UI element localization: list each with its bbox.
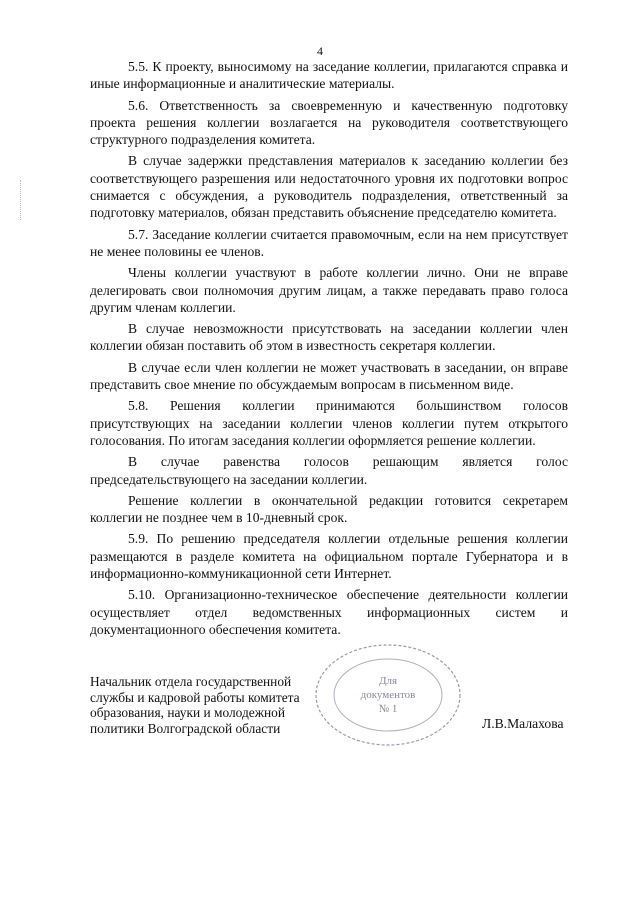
paragraph-5-6: 5.6. Ответственность за своевременную и качественную подготовку проекта решения коллегии возлагается на руководителя соответствующего структурного подразделения комитета.: [90, 97, 568, 148]
paragraph-members-personal: Члены коллегии участвуют в работе коллегии лично. Они не вправе делегировать свои полномочия другим лицам, а также передавать право голоса другим членам коллегии.: [90, 265, 568, 315]
paragraph-5-9: 5.9. По решению председателя коллегии отдельные решения коллегии размещаются в разделе комитета на официальном портале Губернатора и в информационно-коммуникационной сети Интернет.: [90, 531, 568, 582]
paragraph-5-8: 5.8. Решения коллегии принимаются большинством голосов присутствующих на заседании коллегии членов коллегии путем открытого голосования. По итогам заседания коллегии оформляется решение коллегии.: [90, 398, 568, 448]
position-line: службы и кадровой работы комитета: [90, 689, 300, 705]
paragraph-delay: В случае задержки представления материалов к заседанию коллегии без соответствующего разрешения или недостаточного уровня их подготовки вопрос снимается с обсуждения, а руководитель подразделения, ответственный за подготовку материалов, обязан представить объяснение председателю комитета.: [90, 153, 568, 221]
paragraph-final-decision: Решение коллегии в окончательной редакции готовится секретарем коллегии не позднее чем в 10-дневный срок.: [90, 492, 568, 526]
stamp-line-3: № 1: [378, 703, 398, 715]
paragraph-tie-vote: В случае равенства голосов решающим является голос председательствующего на заседании коллегии.: [90, 454, 568, 487]
stamp-line-1: Для: [378, 675, 398, 687]
position-line: политики Волгоградской области: [90, 720, 281, 736]
margin-mark: [20, 180, 22, 220]
paragraph-written-opinion: В случае если член коллегии не может участвовать в заседании, он вправе представить свое мнение по обсуждаемым вопросам в письменном виде.: [90, 359, 568, 393]
signatory-name: Л.В.Малахова: [482, 716, 564, 731]
document-body: [90, 58, 568, 642]
signature-position: [90, 674, 350, 736]
paragraph-absence-notice: В случае невозможности присутствовать на заседании коллегии член коллегии обязан поставить об этом в известность секретаря коллегии.: [90, 321, 568, 354]
position-line: образования, науки и молодежной: [90, 705, 286, 721]
page-number: 4: [317, 44, 323, 58]
paragraph-5-10: 5.10. Организационно-техническое обеспечение деятельности коллегии осуществляет отдел ведомственных информационных систем и документационного обеспечения комитета.: [90, 587, 568, 637]
position-line: Начальник отдела государственной: [90, 674, 292, 689]
stamp-line-2: документов: [360, 689, 416, 701]
paragraph-5-7: 5.7. Заседание коллегии считается правомочным, если на нем присутствует не менее половины ее членов.: [90, 226, 568, 259]
paragraph-5-5: 5.5. К проекту, выносимому на заседание коллегии, прилагаются справка и иные информационные и аналитические материалы.: [90, 59, 568, 92]
